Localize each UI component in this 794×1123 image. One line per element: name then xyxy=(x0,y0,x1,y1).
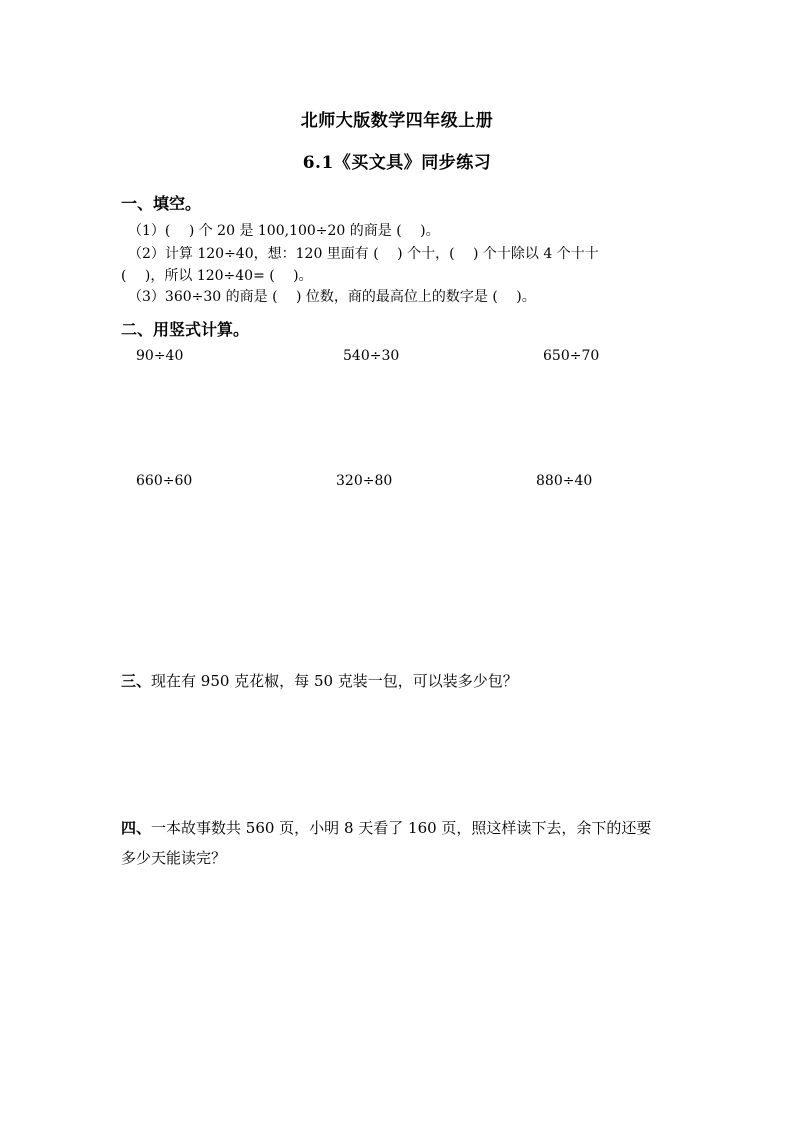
section-1-heading: 一、填空。 xyxy=(121,194,202,213)
calc-problem-1: 90÷40 xyxy=(136,348,184,364)
word-problem-4 xyxy=(121,817,651,838)
word-problem-4-number: 四、 xyxy=(121,819,152,837)
word-problem-4-line-2: 多少天能读完？ xyxy=(121,849,227,867)
calc-problem-3: 650÷70 xyxy=(543,348,600,364)
document-subtitle: 6.1《买文具》同步练习 xyxy=(302,153,492,173)
section-2-heading: 二、用竖式计算。 xyxy=(121,320,250,339)
word-problem-3-number: 三、 xyxy=(121,672,152,690)
word-problem-4-line-1: 一本故事数共 560 页，小明 8 天看了 160 页，照这样读下去，余下的还要 xyxy=(151,819,652,837)
calc-problem-2: 540÷30 xyxy=(343,348,400,364)
calc-problem-5: 320÷80 xyxy=(336,473,393,489)
calc-problem-4: 660÷60 xyxy=(136,473,193,489)
fill-blank-item-3: （3）360÷30 的商是 ( ) 位数，商的最高位上的数字是 ( )。 xyxy=(128,289,536,305)
word-problem-3-text: 现在有 950 克花椒，每 50 克装一包，可以装多少包？ xyxy=(151,672,518,690)
calc-problem-6: 880÷40 xyxy=(536,473,593,489)
word-problem-3 xyxy=(121,670,518,691)
fill-blank-item-2: （2）计算 120÷40，想：120 里面有 ( ) 个十，( ) 个十除以 4 个十十 xyxy=(128,246,599,262)
fill-blank-item-2-continued: ( )，所以 120÷40= ( )。 xyxy=(121,268,313,284)
fill-blank-item-1: （1）( ) 个 20 是 100,100÷20 的商是 ( )。 xyxy=(128,223,440,239)
document-title: 北师大版数学四年级上册 xyxy=(300,111,494,131)
